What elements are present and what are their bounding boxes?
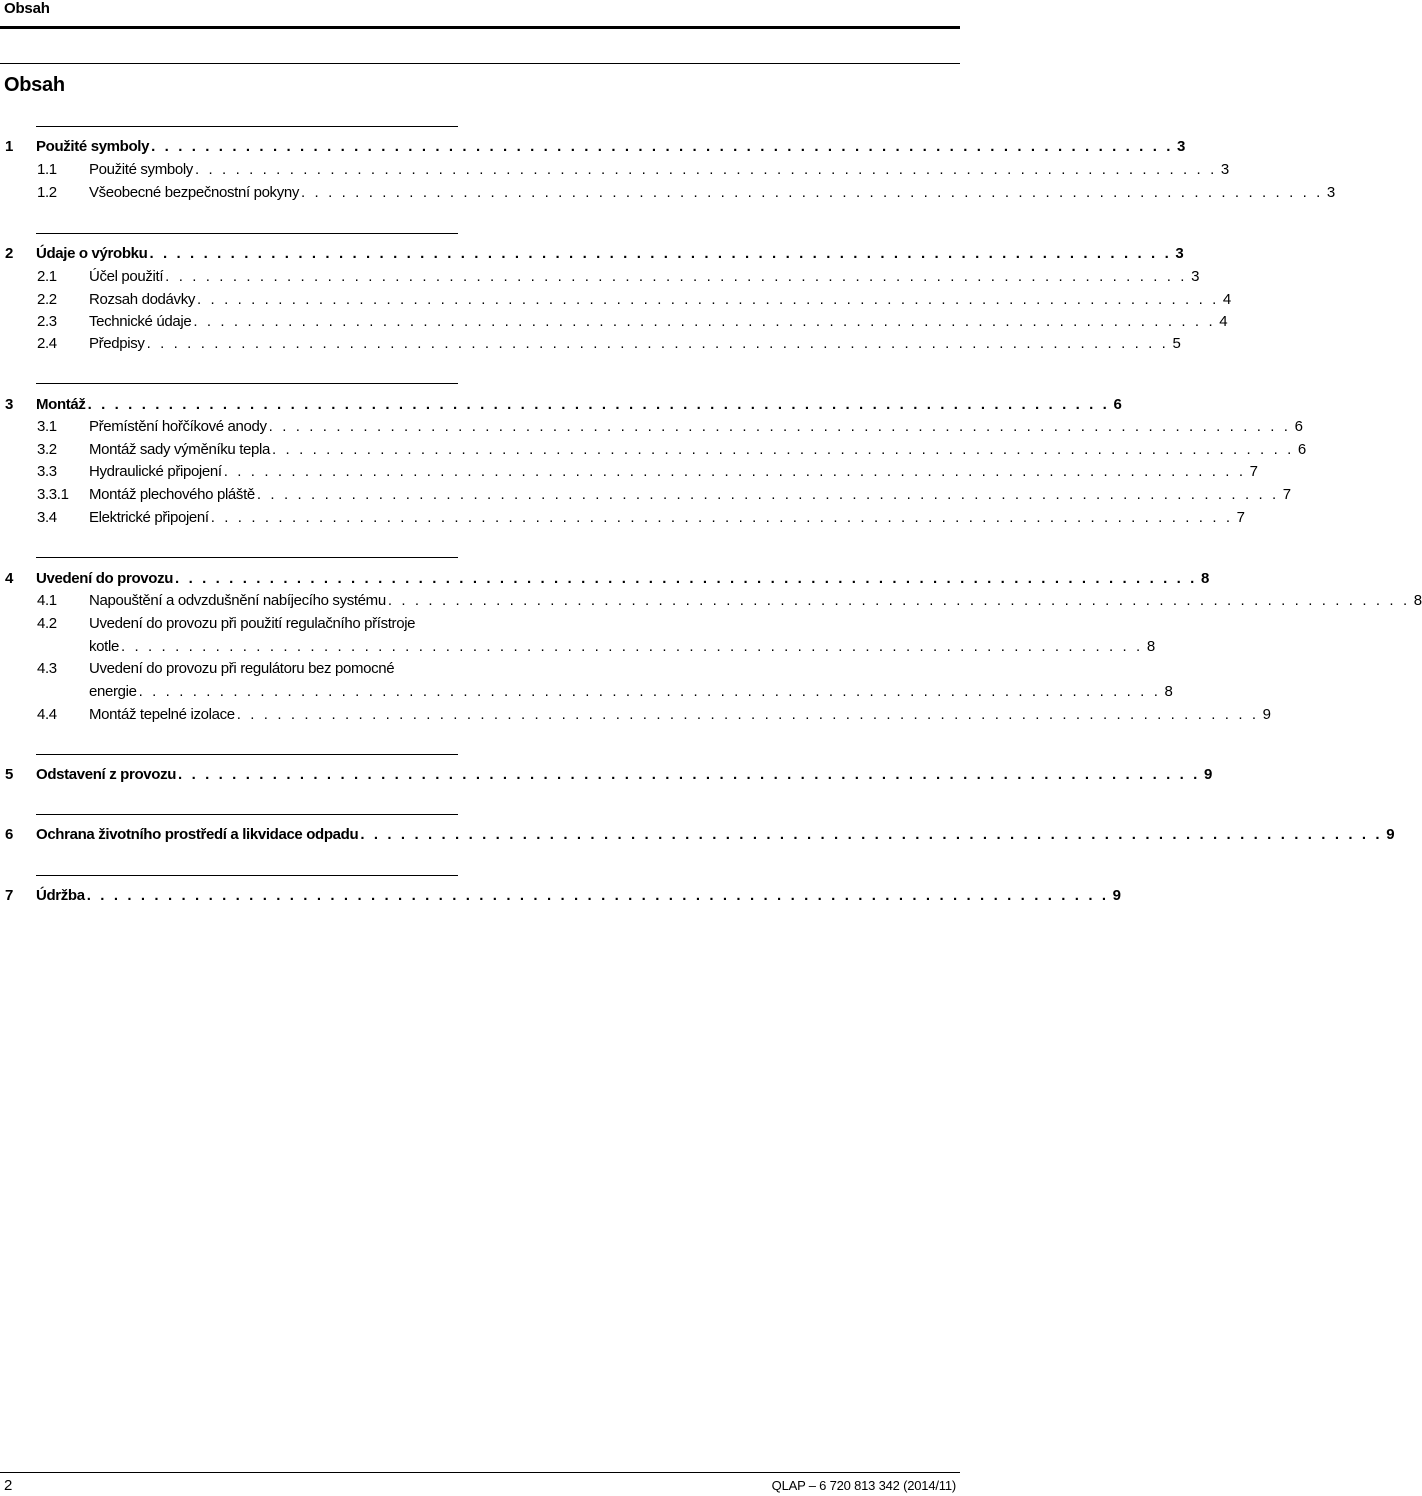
toc-entry-2-1[interactable] (0, 265, 1200, 288)
toc-entry-title: Všeobecné bezpečnostní pokyny (89, 184, 300, 201)
toc-entry-4[interactable] (0, 567, 1209, 590)
dot-leader: . . . . . . . . . . . . . . . . . . . . . . . . . . . . . . . . . . . . . . . . . . . . . . . . . . . . . . . . . . . . . . . . . . . . . . . . . . . . (175, 570, 1197, 587)
dot-leader: . . . . . . . . . . . . . . . . . . . . . . . . . . . . . . . . . . . . . . . . . . . . . . . . . . . . . . . . . . . . . . . . . . . . . . . . . . . . (149, 245, 1172, 262)
dot-leader: . . . . . . . . . . . . . . . . . . . . . . . . . . . . . . . . . . . . . . . . . . . . . . . . . . . . . . . . . . . . . . . . . . . . . . . . . . . . (120, 638, 1143, 655)
toc-entry-number: 6 (5, 826, 13, 843)
toc-entry-number: 2 (5, 245, 13, 262)
dot-leader: . . . . . . . . . . . . . . . . . . . . . . . . . . . . . . . . . . . . . . . . . . . . . . . . . . . . . . . . . . . . . . . . . . . . . . . . . . . . (360, 826, 1383, 843)
page-title: Obsah (4, 74, 65, 96)
toc-entry-page: 6 (1294, 418, 1303, 435)
toc-entry-number: 4 (5, 570, 13, 587)
dot-leader: . . . . . . . . . . . . . . . . . . . . . . . . . . . . . . . . . . . . . . . . . . . . . . . . . . . . . . . . . . . . . . . . . . . . . . . . . . . . (178, 766, 1200, 783)
section-rule (36, 814, 458, 815)
toc-entry-number: 4.2 (37, 615, 57, 632)
toc-entry-page: 4 (1219, 313, 1228, 330)
toc-entry-2-4[interactable] (0, 332, 1181, 355)
toc-entry-title: Přemístění hořčíkové anody (89, 418, 267, 435)
toc-entry-3-3-1[interactable] (0, 483, 1291, 506)
running-header: Obsah (4, 0, 50, 17)
toc-entry-title: kotle (89, 638, 119, 655)
toc-entry-4-2-first-line[interactable] (0, 612, 460, 635)
toc-entry-page: 7 (1249, 463, 1258, 480)
toc-entry-number: 3.1 (37, 418, 57, 435)
toc-entry-1[interactable] (0, 135, 1186, 158)
dot-leader: . . . . . . . . . . . . . . . . . . . . . . . . . . . . . . . . . . . . . . . . . . . . . . . . . . . . . . . . . . . . . . . . . . . . . . . . . . . . (301, 184, 1323, 201)
dot-leader: . . . . . . . . . . . . . . . . . . . . . . . . . . . . . . . . . . . . . . . . . . . . . . . . . . . . . . . . . . . . . . . . . . . . . . . . . . . . (236, 706, 1259, 723)
toc-entry-3-1[interactable] (0, 415, 1303, 438)
footer-page-number: 2 (4, 1477, 13, 1494)
dot-leader: . . . . . . . . . . . . . . . . . . . . . . . . . . . . . . . . . . . . . . . . . . . . . . . . . . . . . . . . . . . . . . . . . . . . . . . . . . . . (193, 313, 1216, 330)
toc-entry-title: Rozsah dodávky (89, 291, 195, 308)
dot-leader: . . . . . . . . . . . . . . . . . . . . . . . . . . . . . . . . . . . . . . . . . . . . . . . . . . . . . . . . . . . . . . . . . . . . . . . . . . . . (197, 291, 1219, 308)
toc-entry-title: Účel použití (89, 268, 164, 285)
toc-entry-4-2[interactable] (0, 635, 1155, 658)
toc-entry-title: Odstavení z provozu (36, 766, 177, 783)
toc-entry-4-3[interactable] (0, 680, 1173, 703)
toc-entry-1-2[interactable] (0, 181, 1335, 204)
toc-entry-page: 8 (1146, 638, 1155, 655)
toc-entry-2[interactable] (0, 242, 1184, 265)
section-rule (36, 383, 458, 384)
toc-entry-3-2[interactable] (0, 438, 1306, 461)
toc-entry-number: 3.3 (37, 463, 57, 480)
toc-entry-page: 6 (1297, 441, 1306, 458)
toc-entry-page: 6 (1113, 396, 1122, 413)
toc-entry-page: 9 (1386, 826, 1395, 843)
toc-entry-7[interactable] (0, 884, 1121, 907)
toc-entry-title: Použité symboly (36, 138, 150, 155)
toc-entry-page: 7 (1282, 486, 1291, 503)
toc-entry-page: 7 (1236, 509, 1245, 526)
toc-entry-number: 1.1 (37, 161, 57, 178)
toc-entry-page: 3 (1220, 161, 1229, 178)
dot-leader: . . . . . . . . . . . . . . . . . . . . . . . . . . . . . . . . . . . . . . . . . . . . . . . . . . . . . . . . . . . . . . . . . . . . . . . . . . . . (165, 268, 1188, 285)
toc-entry-number: 1 (5, 138, 13, 155)
toc-entry-title: Uvedení do provozu (36, 570, 174, 587)
toc-entry-title: Hydraulické připojení (89, 463, 222, 480)
toc-entry-title: Použité symboly (89, 161, 193, 178)
dot-leader: . . . . . . . . . . . . . . . . . . . . . . . . . . . . . . . . . . . . . . . . . . . . . . . . . . . . . . . . . . . . . . . . . . . . . . . . . . . . (387, 592, 1410, 609)
toc-entry-number: 3 (5, 396, 13, 413)
toc-entry-3-3[interactable] (0, 460, 1258, 483)
toc-entry-number: 2.2 (37, 291, 57, 308)
toc-entry-number: 5 (5, 766, 13, 783)
toc-entry-6[interactable] (0, 823, 1395, 846)
toc-entry-3[interactable] (0, 393, 1122, 416)
toc-entry-title: Předpisy (89, 335, 145, 352)
toc-entry-4-4[interactable] (0, 703, 1271, 726)
toc-entry-4-3-first-line[interactable] (0, 657, 460, 680)
dot-leader: . . . . . . . . . . . . . . . . . . . . . . . . . . . . . . . . . . . . . . . . . . . . . . . . . . . . . . . . . . . . . . . . . . . . . . . . . . . . (272, 441, 1294, 458)
toc-entry-page: 8 (1164, 683, 1173, 700)
section-rule (36, 875, 458, 876)
toc-entry-page: 3 (1175, 245, 1184, 262)
toc-entry-page: 4 (1222, 291, 1231, 308)
toc-entry-title-line1: Uvedení do provozu při použití regulačního přístroje (89, 615, 416, 632)
toc-entry-title: energie (89, 683, 137, 700)
dot-leader: . . . . . . . . . . . . . . . . . . . . . . . . . . . . . . . . . . . . . . . . . . . . . . . . . . . . . . . . . . . . . . . . . . . . . . . . . . . . (146, 335, 1169, 352)
toc-entry-title: Montáž (36, 396, 86, 413)
dot-leader: . . . . . . . . . . . . . . . . . . . . . . . . . . . . . . . . . . . . . . . . . . . . . . . . . . . . . . . . . . . . . . . . . . . . . . . . . . . . (194, 161, 1217, 178)
toc-entry-number: 4.3 (37, 660, 57, 677)
toc-entry-page: 9 (1262, 706, 1271, 723)
toc-entry-number: 2.1 (37, 268, 57, 285)
toc-entry-title: Montáž tepelné izolace (89, 706, 235, 723)
toc-entry-title: Montáž sady výměníku tepla (89, 441, 270, 458)
toc-entry-2-2[interactable] (0, 288, 1231, 311)
dot-leader: . . . . . . . . . . . . . . . . . . . . . . . . . . . . . . . . . . . . . . . . . . . . . . . . . . . . . . . . . . . . . . . . . . . . . . . . . . . . (87, 396, 1110, 413)
toc-entry-page: 3 (1177, 138, 1186, 155)
toc-entry-number: 2.4 (37, 335, 57, 352)
toc-entry-4-1[interactable] (0, 589, 1422, 612)
toc-entry-title: Elektrické připojení (89, 509, 209, 526)
toc-entry-number: 3.4 (37, 509, 57, 526)
toc-entry-3-4[interactable] (0, 506, 1245, 529)
toc-entry-page: 9 (1203, 766, 1212, 783)
dot-leader: . . . . . . . . . . . . . . . . . . . . . . . . . . . . . . . . . . . . . . . . . . . . . . . . . . . . . . . . . . . . . . . . . . . . . . . . . . . . (268, 418, 1291, 435)
toc-entry-page: 3 (1191, 268, 1200, 285)
footer-rule (0, 1472, 960, 1473)
dot-leader: . . . . . . . . . . . . . . . . . . . . . . . . . . . . . . . . . . . . . . . . . . . . . . . . . . . . . . . . . . . . . . . . . . . . . . . . . . . . (151, 138, 1174, 155)
toc-entry-title: Údržba (36, 887, 85, 904)
dot-leader: . . . . . . . . . . . . . . . . . . . . . . . . . . . . . . . . . . . . . . . . . . . . . . . . . . . . . . . . . . . . . . . . . . . . . . . . . . . . (138, 683, 1161, 700)
section-rule (36, 233, 458, 234)
footer-document-id: QLAP – 6 720 813 342 (2014/11) (771, 1478, 956, 1493)
toc-entry-number: 2.3 (37, 313, 57, 330)
section-rule (36, 754, 458, 755)
toc-entry-number: 7 (5, 887, 13, 904)
toc-entry-number: 3.3.1 (37, 486, 69, 503)
toc-entry-page: 8 (1413, 592, 1422, 609)
dot-leader: . . . . . . . . . . . . . . . . . . . . . . . . . . . . . . . . . . . . . . . . . . . . . . . . . . . . . . . . . . . . . . . . . . . . . . . . . . . . (86, 887, 1109, 904)
toc-entry-2-3[interactable] (0, 310, 1228, 333)
toc-entry-page: 8 (1200, 570, 1209, 587)
toc-entry-title: Technické údaje (89, 313, 192, 330)
toc-entry-title: Napouštění a odvzdušnění nabíjecího systému (89, 592, 386, 609)
toc-entry-title: Montáž plechového pláště (89, 486, 255, 503)
toc-entry-title: Ochrana životního prostředí a likvidace odpadu (36, 826, 359, 843)
toc-entry-number: 1.2 (37, 184, 57, 201)
dot-leader: . . . . . . . . . . . . . . . . . . . . . . . . . . . . . . . . . . . . . . . . . . . . . . . . . . . . . . . . . . . . . . . . . . . . . . . . . . . . (256, 486, 1279, 503)
toc-entry-page: 9 (1112, 887, 1121, 904)
toc-entry-page: 3 (1326, 184, 1335, 201)
dot-leader: . . . . . . . . . . . . . . . . . . . . . . . . . . . . . . . . . . . . . . . . . . . . . . . . . . . . . . . . . . . . . . . . . . . . . . . . . . . . (210, 509, 1233, 526)
section-rule (36, 126, 458, 127)
toc-entry-title-line1: Uvedení do provozu při regulátoru bez pomocné (89, 660, 395, 677)
toc-entry-title: Údaje o výrobku (36, 245, 148, 262)
toc-entry-page: 5 (1172, 335, 1181, 352)
section-rule (36, 557, 458, 558)
dot-leader: . . . . . . . . . . . . . . . . . . . . . . . . . . . . . . . . . . . . . . . . . . . . . . . . . . . . . . . . . . . . . . . . . . . . . . . . . . . . (223, 463, 1246, 480)
toc-entry-number: 3.2 (37, 441, 57, 458)
toc-entry-number: 4.4 (37, 706, 57, 723)
toc-entry-1-1[interactable] (0, 158, 1229, 181)
toc-entry-number: 4.1 (37, 592, 57, 609)
toc-entry-5[interactable] (0, 763, 1212, 786)
